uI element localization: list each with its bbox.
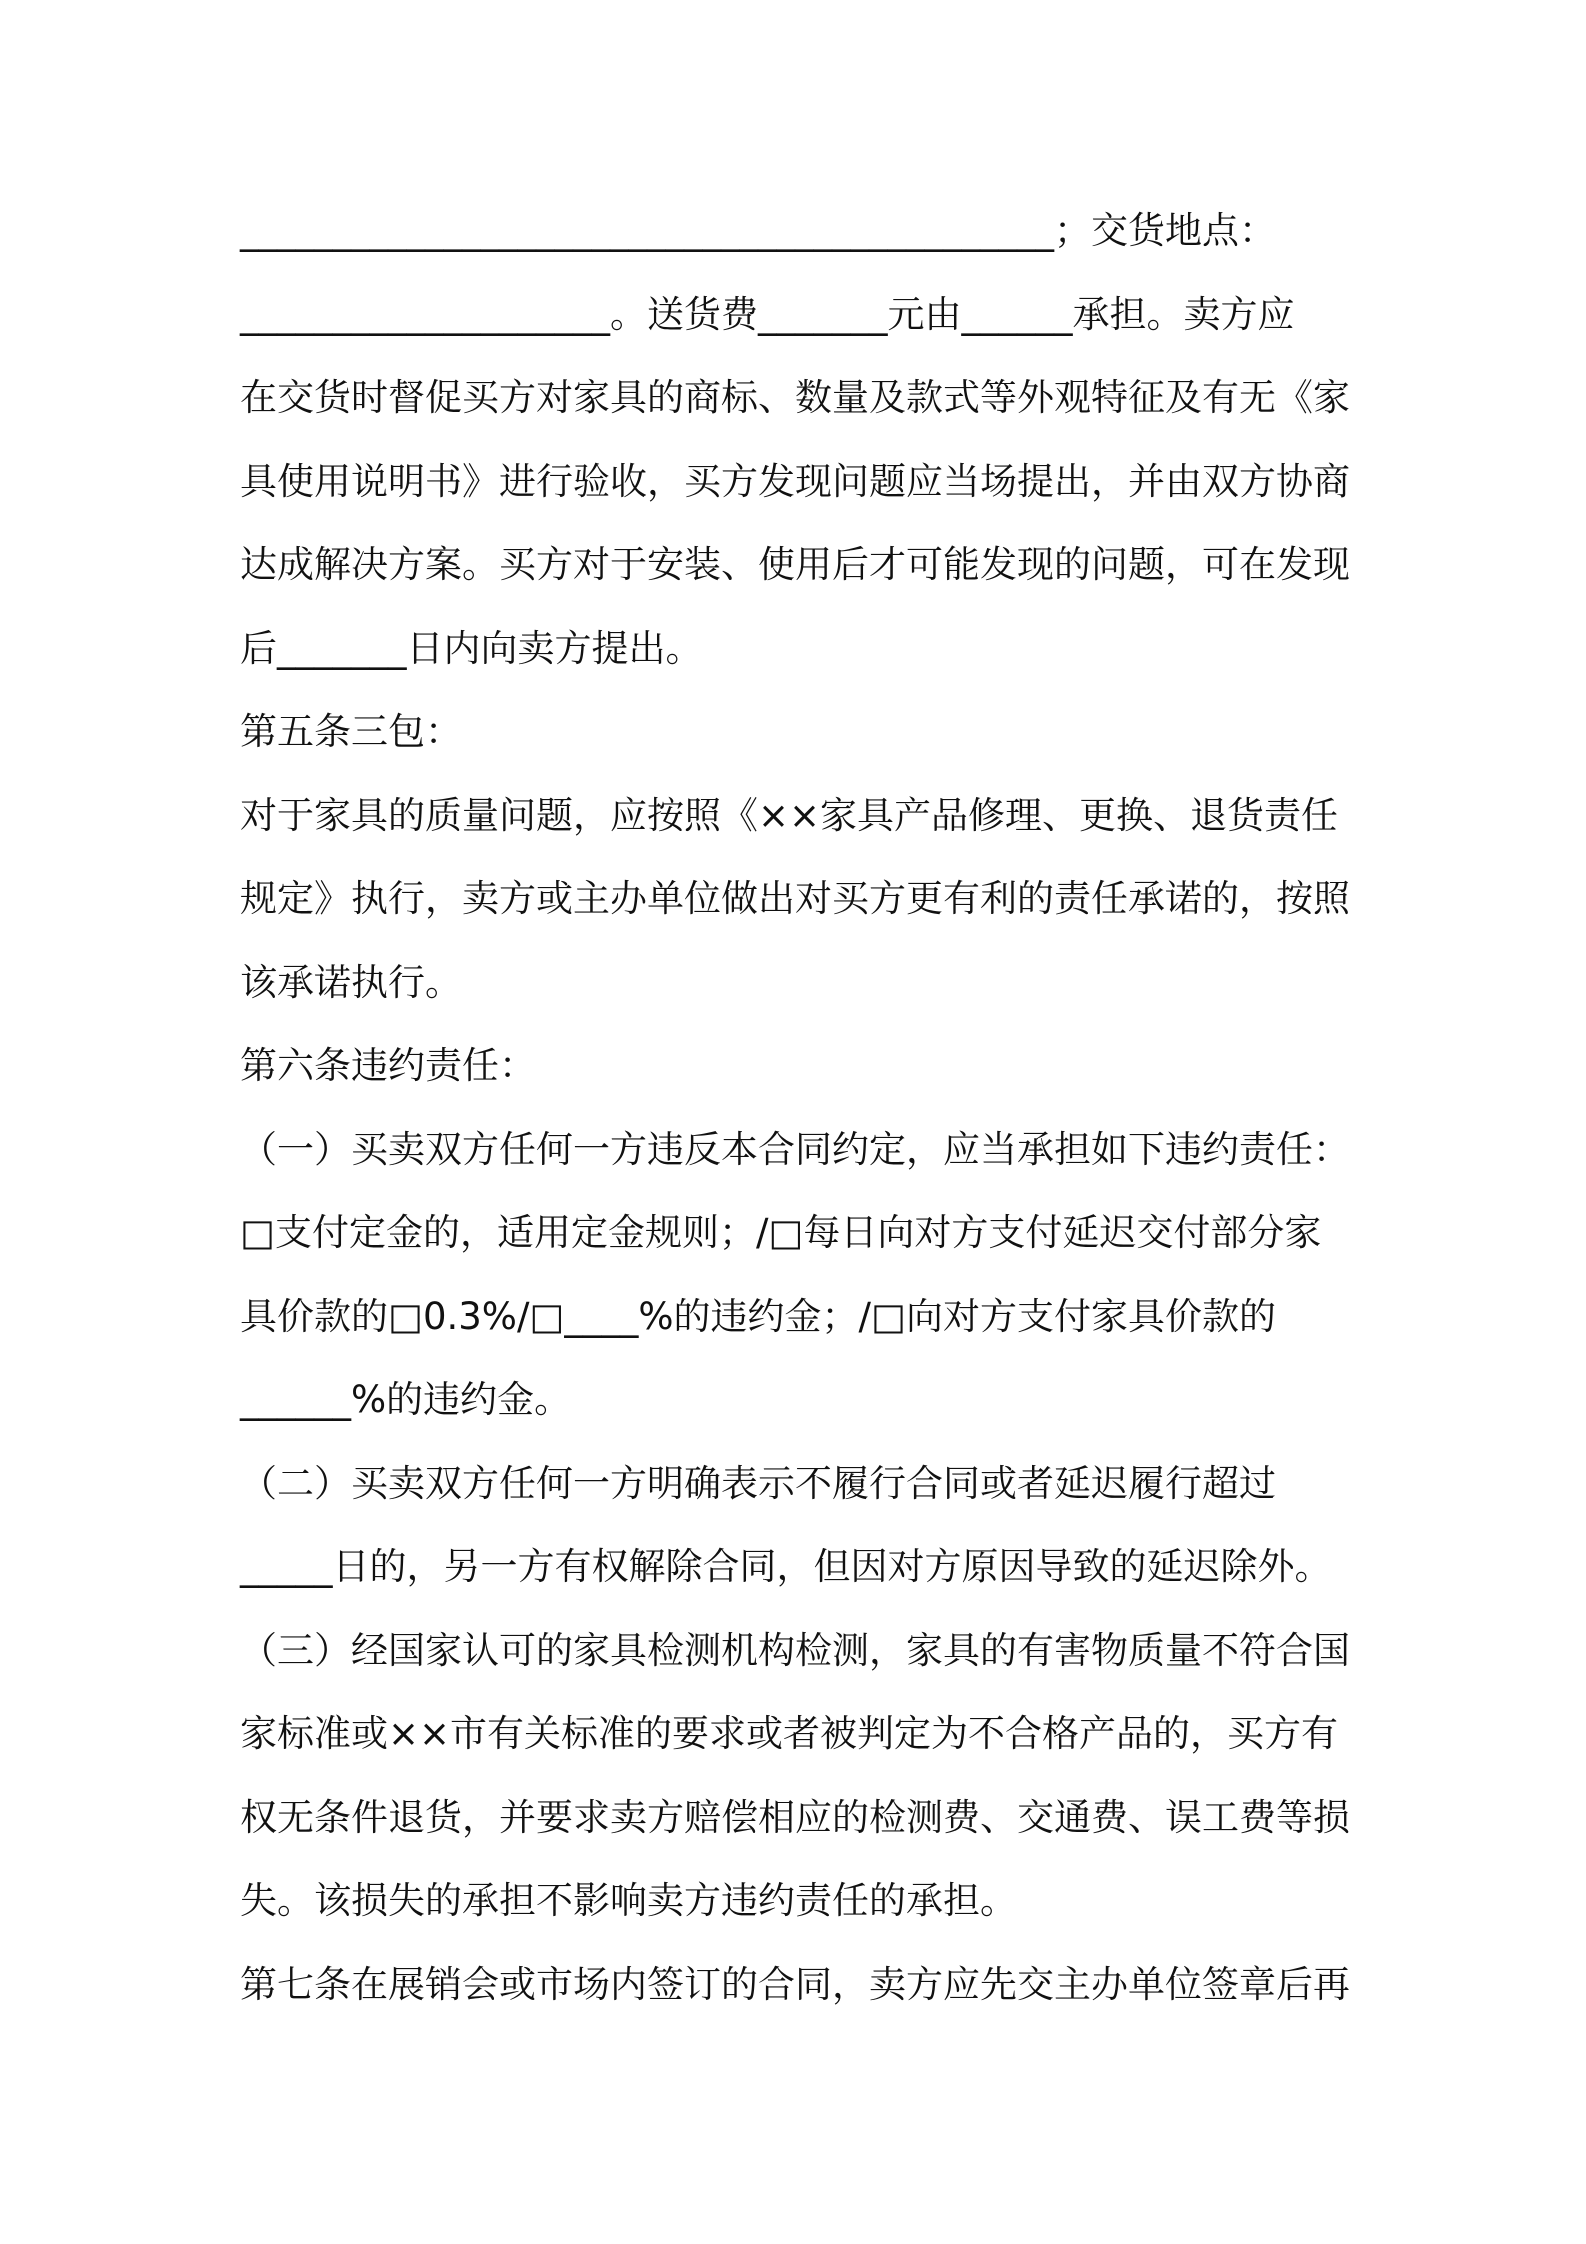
text-line: ______%的违约金。 bbox=[240, 1378, 572, 1421]
text-line: 家标准或××市有关标准的要求或者被判定为不合格产品的，买方有 bbox=[240, 1712, 1339, 1755]
text-line: 后_______日内向卖方提出。 bbox=[240, 626, 703, 670]
text-line: 失。该损失的承担不影响卖方违约责任的承担。 bbox=[240, 1879, 1017, 1922]
text-line: （三）经国家认可的家具检测机构检测，家具的有害物质量不符合国 bbox=[240, 1628, 1350, 1672]
document-page bbox=[240, 202, 1358, 2039]
text-line: 具使用说明书》进行验收，买方发现问题应当场提出，并由双方协商 bbox=[240, 459, 1350, 503]
section-heading: 第六条违约责任： bbox=[240, 1044, 536, 1087]
text-line: 规定》执行，卖方或主办单位做出对买方更有利的责任承诺的，按照 bbox=[240, 877, 1350, 920]
section-heading: 第七条在展销会或市场内签订的合同，卖方应先交主办单位签章后再 bbox=[240, 1962, 1350, 2006]
text-line: 对于家具的质量问题，应按照《××家具产品修理、更换、退货责任 bbox=[240, 793, 1339, 837]
text-line: 具价款的□0.3%/□____%的违约金；/□向对方支付家具价款的 bbox=[240, 1294, 1276, 1338]
text-line: □支付定金的，适用定金规则；/□每日向对方支付延迟交付部分家 bbox=[240, 1211, 1322, 1254]
text-line: 达成解决方案。买方对于安装、使用后才可能发现的问题，可在发现 bbox=[240, 543, 1350, 586]
text-line: （一）买卖双方任何一方违反本合同约定，应当承担如下违约责任： bbox=[240, 1127, 1350, 1171]
text-line: ____________________________________________；交货地点： bbox=[240, 209, 1276, 252]
text-line: ____________________。送货费_______元由______承担。卖方应 bbox=[240, 292, 1295, 336]
text-line: 权无条件退货，并要求卖方赔偿相应的检测费、交通费、误工费等损 bbox=[240, 1795, 1350, 1839]
text-line: _____日的，另一方有权解除合同，但因对方原因导致的延迟除外。 bbox=[240, 1545, 1332, 1588]
section-heading: 第五条三包： bbox=[240, 710, 462, 753]
text-line: （二）买卖双方任何一方明确表示不履行合同或者延迟履行超过 bbox=[240, 1461, 1276, 1505]
text-line: 该承诺执行。 bbox=[240, 960, 462, 1004]
text-line: 在交货时督促买方对家具的商标、数量及款式等外观特征及有无《家 bbox=[240, 376, 1350, 419]
